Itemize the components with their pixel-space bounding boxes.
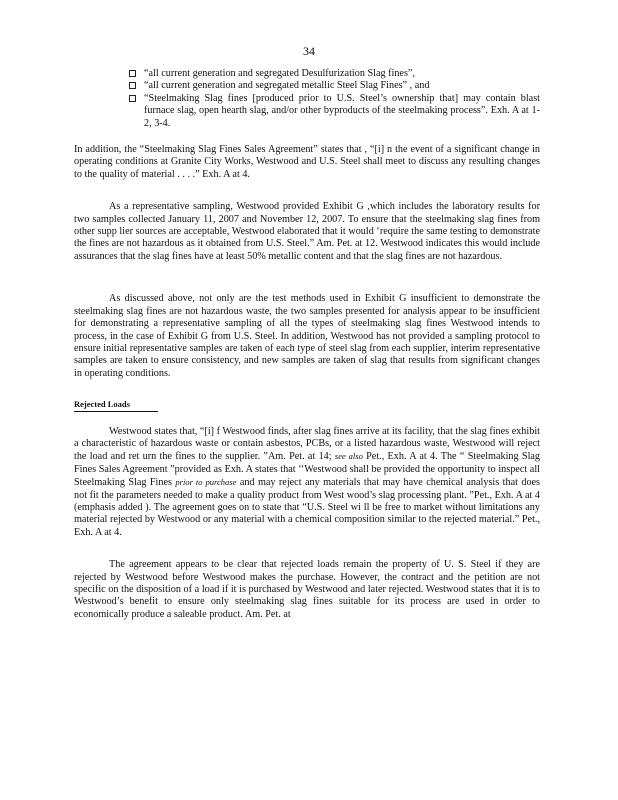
bullet-text: “all current generation and segregated metallic Steel Slag Fines” , and xyxy=(144,80,430,92)
paragraph-text: Pet., Exh. A at 4. The “ Steelmaking Slag Fines Sales Agreement ”provided as Exh. A states that ‘‘Westwood shall be provided the opportunity to inspect all Steelmaking Slag Fines xyxy=(74,451,541,489)
bullet-item xyxy=(74,93,540,130)
paragraph-text: and may reject any materials that may have chemical analysis that does not fit the parameters needed to make a quality product from West wood’s slag processing plant. ”Pet., Exh. A at 4 (emphasis added ). The agreement goes on to state that “U.S. Steel wi ll be free to market without limitations any material rejected by Westwood or any material with a chemical composition similar to the rejected material.” Pet., Exh. A at 4. xyxy=(74,477,541,538)
bullet-list xyxy=(74,68,540,130)
bullet-item xyxy=(74,80,540,92)
paragraph-representative-sampling: As a representative sampling, Westwood provided Exhibit G ,which includes the laboratory results for two samples collected January 11, 2007 and November 12, 2007. To ensure that the steelmaking slag fines from other supp lier sources are acceptable, Westwood elaborated that it would ‘require the same testing to demonstrate the fines are not hazardous as it obtained from U.S. Steel.” Am. Pet. at 12. Westwood indicates this would include assurances that the slag fines have at least 50% metallic content and that the slag fines are not hazardous. xyxy=(74,201,540,262)
square-bullet-icon xyxy=(129,70,136,77)
square-bullet-icon xyxy=(129,95,136,102)
bullet-text: “Steelmaking Slag fines [produced prior to U.S. Steel’s ownership that] may contain blast furnace slag, open hearth slag, and/or other byproducts of the steelmaking process”. Exh. A at 1- 2, 3-4. xyxy=(144,92,540,129)
page-number: 34 xyxy=(303,44,315,58)
paragraph-rejected-loads xyxy=(74,426,540,540)
italic-prior-to-purchase: prior to purchase xyxy=(175,477,237,488)
paragraph-test-methods: As discussed above, not only are the test methods used in Exhibit G insufficient to demonstrate the steelmaking slag fines are not hazardous waste, the two samples presented for analysis appear to be insufficient for demonstrating a representative sampling of all the types of steelmaking slag fines Westwood intends to process, in the case of Exhibit G from U.S. Steel. In addition, Westwood has not provided a sampling protocol to ensure initial representative samples are taken of each type of steel slag from each supplier, interim representative samples are taken to ensure consistency, and new samples are taken of slag that results from significant changes in operating conditions. xyxy=(74,293,540,379)
bullet-text: “all current generation and segregated Desulfurization Slag fines”, xyxy=(144,68,415,79)
paragraph-agreement-change: In addition, the “Steelmaking Slag Fines Sales Agreement” states that , “[i] n the event of a significant change in operating conditions at Granite City Works, Westwood and U.S. Steel shall meet to discuss any resulting changes to the quality of material . . . .” Exh. A at 4. xyxy=(74,144,540,180)
section-heading-rejected-loads: Rejected Loads xyxy=(74,398,158,411)
bullet-item xyxy=(74,68,540,80)
square-bullet-icon xyxy=(129,82,136,89)
paragraph-agreement-rejected: The agreement appears to be clear that rejected loads remain the property of U. S. Steel if they are rejected by Westwood before Westwood makes the purchase. However, the contract and the petition are not specific on the disposition of a load if it is purchased by Westwood and later rejected. Westwood states that it is to Westwood’s benefit to ensure only steelmaking slag fines suitable for its process are used in order to economically produce a saleable product. Am. Pet. at xyxy=(74,559,540,620)
italic-see-also: see also xyxy=(334,451,363,462)
paragraph-text: Westwood states that, “[i] f Westwood finds, after slag fines arrive at its facility, that the slag fines exhibit a characteristic of hazardous waste or contain asbestos, PCBs, or a listed hazardous waste, Westwood will reject the load and ret urn the fines to the supplier. ”Am. Pet. at 14; xyxy=(74,425,540,463)
document-body xyxy=(74,68,540,621)
